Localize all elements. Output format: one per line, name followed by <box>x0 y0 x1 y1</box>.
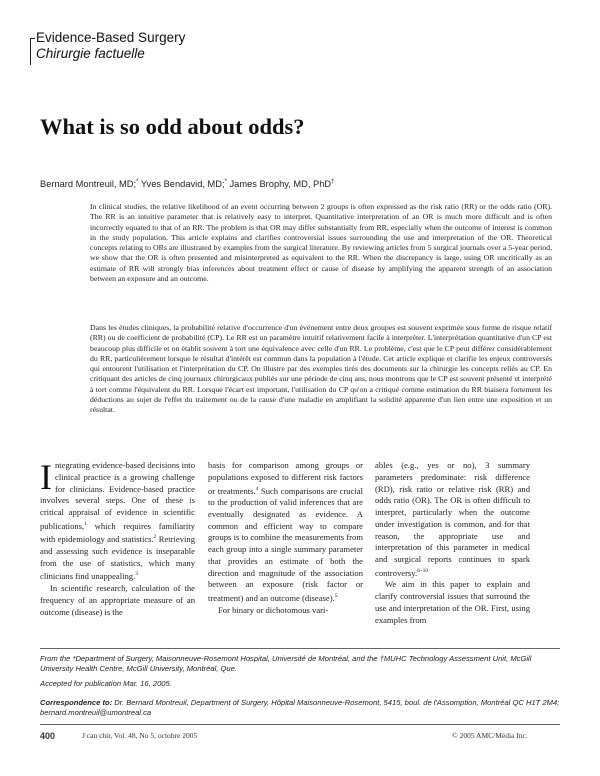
body-text: Retrieving and assessing such evidence is inseparable from the use of statistics, which many clinicians find unappealing. <box>40 534 195 582</box>
body-paragraph: For binary or dichotomous vari- <box>218 604 329 615</box>
footer-divider <box>40 724 560 725</box>
author-mark: * <box>136 179 139 185</box>
author-name: James Brophy, MD, PhD <box>226 179 332 190</box>
author-name: Yves Bendavid, MD; <box>138 179 225 190</box>
citation: 4 <box>255 485 259 492</box>
citation: 6–10 <box>417 567 429 574</box>
author-mark: † <box>331 179 335 185</box>
section-label-en: Evidence-Based Surgery <box>36 30 186 45</box>
citation: 2 <box>153 534 157 541</box>
accepted-note: Accepted for publication Mar. 16, 2005. <box>40 679 172 688</box>
correspondence-text: Dr. Bernard Montreuil, Department of Surgery, Hôpital Maisonneuve-Rosemont, 5415, boul. de l'Assomption, Montréal QC H1T 2M4; bernard.montreuil@umontreal.ca <box>40 698 560 717</box>
body-column-2 <box>208 460 363 616</box>
section-label-fr: Chirurgie factuelle <box>36 46 145 61</box>
author-mark: * <box>224 179 227 185</box>
section-bracket <box>30 38 35 65</box>
section-heading <box>36 30 185 62</box>
body-text: ntegrating evidence-based decisions into clinical practice is a growing challenge for clinicians. Evidence-based practice involves several steps. One of these is critical appraisal of evidence in scientific publications, <box>40 460 195 531</box>
body-text: ables (e.g., yes or no), 3 summary parameters predominate: risk difference (RD), risk ratio or relative risk (RR) and odds ratio (OR). The OR is often difficult to interpret, particularly when the outcome under investigation is common, and for that reason, the appropriate use and interpretation of this parameter in medical and surgical reports continues to spark controversy. <box>375 460 530 578</box>
body-text: which requires familiarity with epidemiology and statistics. <box>40 520 195 545</box>
correspondence-note <box>40 698 560 718</box>
abstract-english: In clinical studies, the relative likelihood of an event occurring between 2 groups is often expressed as the risk ratio (RR) or the odds ratio (OR). The RR is an intuitive parameter that is relatively easy to interpret. Quantitative interpretation of an OR is much more difficult and is often incorrectly equated to that of an RR. The problem is that OR may differ substantially from RR, especially when the outcome of interest is common in the study population. This article explains and clarifies controversial issues surrounding the use and interpretation of the OR. Theoretical concepts relating to ORs are illustrated by examples from the surgical literature. By reviewing articles from 5 surgical journals over a 5-year period, we show that the OR is often presented and misinterpreted as equivalent to the RR. When the discrepancy is large, using OR uncritically as an estimate of RR will strongly bias inferences about treatment effect or cause of disease by amplifying the apparent strength of an association between an exposure and an outcome. <box>90 202 552 284</box>
abstract-french: Dans les études cliniques, la probabilité relative d'occurrence d'un événement entre deux groupes est souvent exprimée sous forme de risque relatif (RR) ou de coefficient de probabilité (CP). Le RR est un paramètre intuitif relativement facile à interpréter. L'interprétation quantitative d'un CP est beaucoup plus difficile et on établit souvent à tort une équivalence avec celle d'un RR. Le problème, c'est que le CP peut différer considérablement du RR, particulièrement lorsque le résultat d'intérêt est commun dans la population à l'étude. Cet article explique et clarifie les enjeux controversés qui entourent l'utilisation et l'interprétation du CP. On illustre par des exemples tirés des documents sur la chirurgie les concepts reliés au CP. En critiquant des articles de cinq journaux chirurgicaux publiés sur une période de cinq ans, nous montrons que le CP est souvent présenté et interprété à tort comme l'équivalent du RR. Lorsque l'écart est important, l'utilisation du CP qu'on a critiqué comme estimation du RR biaisera fortement les déductions au sujet de l'effet du traitement ou de la cause d'une maladie en amplifiant la solidité apparente d'un lien entre une exposition et un résultat. <box>90 323 552 415</box>
author-line <box>40 179 334 189</box>
page-number: 400 <box>40 731 56 741</box>
author-name: Bernard Montreuil, MD; <box>40 179 137 190</box>
body-paragraph: We aim in this paper to explain and clarify controversial issues that surround the use and interpretation of the OR. First, using examples from <box>375 579 530 625</box>
body-column-1 <box>40 457 195 618</box>
body-column-3 <box>375 460 530 626</box>
citation: 5 <box>334 593 338 600</box>
citation: 1 <box>84 520 87 527</box>
copyright: © 2005 AMC/Média Inc. <box>452 731 528 740</box>
journal-citation: J can chir, Vol. 48, No 5, octobre 2005 <box>82 731 198 740</box>
body-paragraph: In scientific research, calculation of the frequency of an appropriate measure of an outcome (disease) is the <box>40 583 195 617</box>
body-text: basis for comparison among groups or populations exposed to different risk factors or treatments. <box>208 460 363 496</box>
footnote-divider <box>40 648 560 649</box>
body-text: Such comparisons are crucial to the production of valid inferences that are eventually designated as evidence. A common and efficient way to compare groups is to combine the measurements from each group into a single summary parameter that provides an estimate of both the direction and magnitude of the association between an exposure (risk factor or treatment) and an outcome (disease). <box>208 485 364 603</box>
drop-cap: I <box>40 457 52 497</box>
correspondence-label: Correspondence to: <box>40 698 113 707</box>
citation: 3 <box>135 571 138 578</box>
article-title: What is so odd about odds? <box>40 114 305 139</box>
affiliation-note: From the *Department of Surgery, Maisonneuve-Rosemont Hospital, Université de Montréal, and the †MUHC Technology Assessment Unit, McGill University Health Centre, McGill University, Montréal, Que. <box>40 654 532 673</box>
